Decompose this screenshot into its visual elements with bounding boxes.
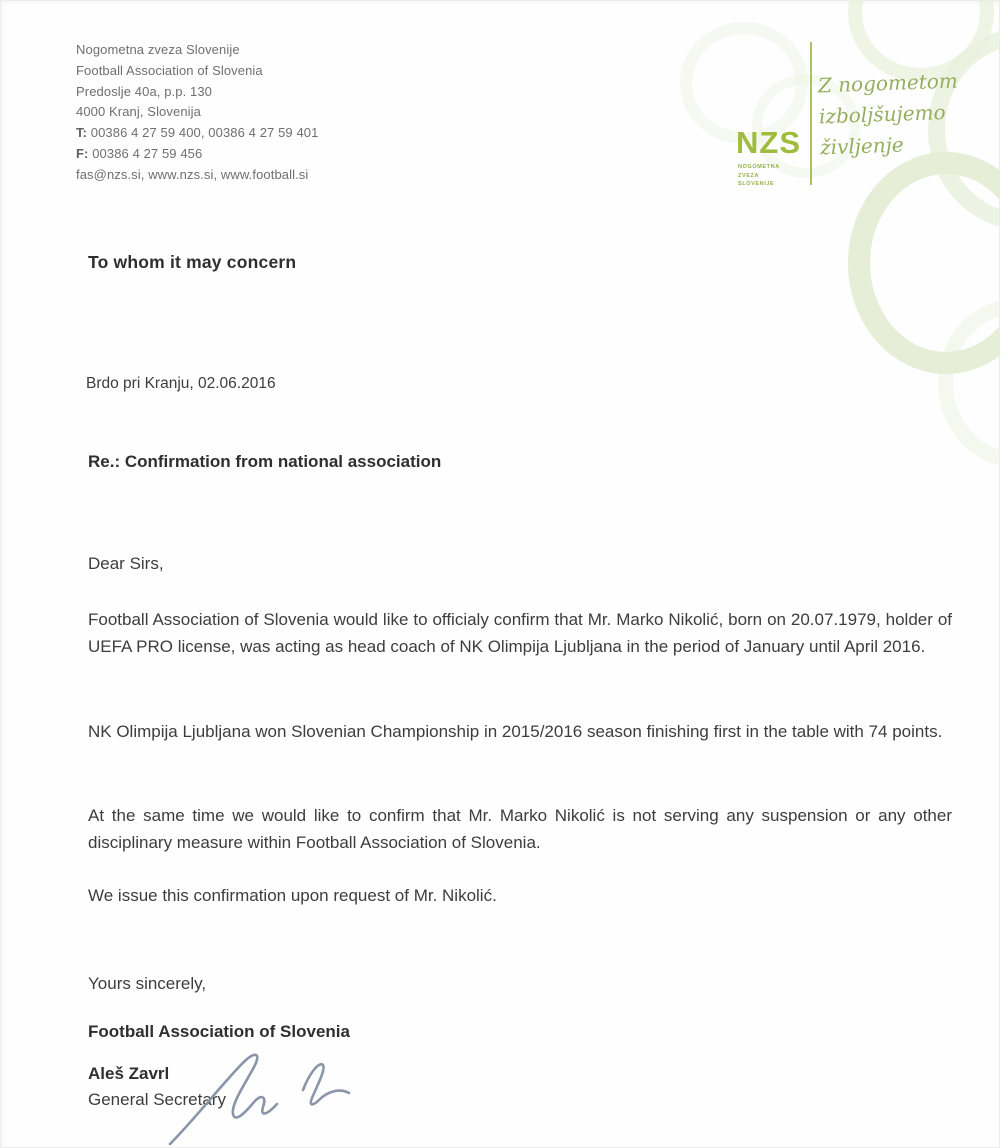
slogan-line: izboljšujemo [818,100,946,129]
nzs-slogan [817,66,960,164]
paragraph-1: Football Association of Slovenia would like to officialy confirm that Mr. Marko Nikolić, born on 20.07.1979, holder of UEFA PRO license, was acting as head coach of NK Olimpija Ljubljana in the period of January until April 2016. [88,610,952,656]
nzs-logo-subtext [738,163,780,189]
phone-value: 00386 4 27 59 400, 00386 4 27 59 401 [90,125,319,141]
logo-divider-line [810,42,812,185]
dateline: Brdo pri Kranju, 02.06.2016 [86,375,276,392]
nzs-logo: NZS [736,125,801,160]
decorative-ring [848,152,1000,374]
letterhead-street: Predoslje 40a, p.p. 130 [76,83,213,99]
nzs-sub-line: ZVEZA [738,172,760,179]
fax-value: 00386 4 27 59 456 [92,145,203,161]
fax-label: F: [76,145,89,161]
signer-name: Aleš Zavrl [88,1064,170,1083]
letterhead-org-sl: Nogometna zveza Slovenije [76,42,240,57]
letter-heading: To whom it may concern [88,252,297,272]
organization-name: Football Association of Slovenia [88,1022,350,1041]
letterhead-web: fas@nzs.si, www.nzs.si, www.football.si [76,166,309,182]
nzs-sub-line: SLOVENIJE [738,181,775,187]
nzs-sub-line: NOGOMETNA [738,164,780,170]
paragraph-4: We issue this confirmation upon request of Mr. Nikolić. [88,886,497,905]
signer-title: General Secretary [88,1090,226,1109]
letterhead-phone [76,123,318,144]
slogan-line: Z nogometom [817,68,959,98]
letterhead-city: 4000 Kranj, Slovenija [76,104,201,120]
letterhead [76,40,318,186]
phone-label: T: [76,125,88,141]
signature-image [148,1038,378,1148]
subject-line: Re.: Confirmation from national association [88,452,442,471]
greeting: Dear Sirs, [88,554,164,573]
slogan-line: življenje [819,132,905,160]
letterhead-org-en: Football Association of Slovenia [76,62,263,78]
closing: Yours sincerely, [88,974,207,993]
paragraph-3: At the same time we would like to confirm that Mr. Marko Nikolić is not serving any suspension or any other disciplinary measure within Football Association of Slovenia. [88,806,952,852]
letterhead-fax [76,144,318,165]
paragraph-2: NK Olimpija Ljubljana won Slovenian Championship in 2015/2016 season finishing first in the table with 74 points. [88,722,943,741]
